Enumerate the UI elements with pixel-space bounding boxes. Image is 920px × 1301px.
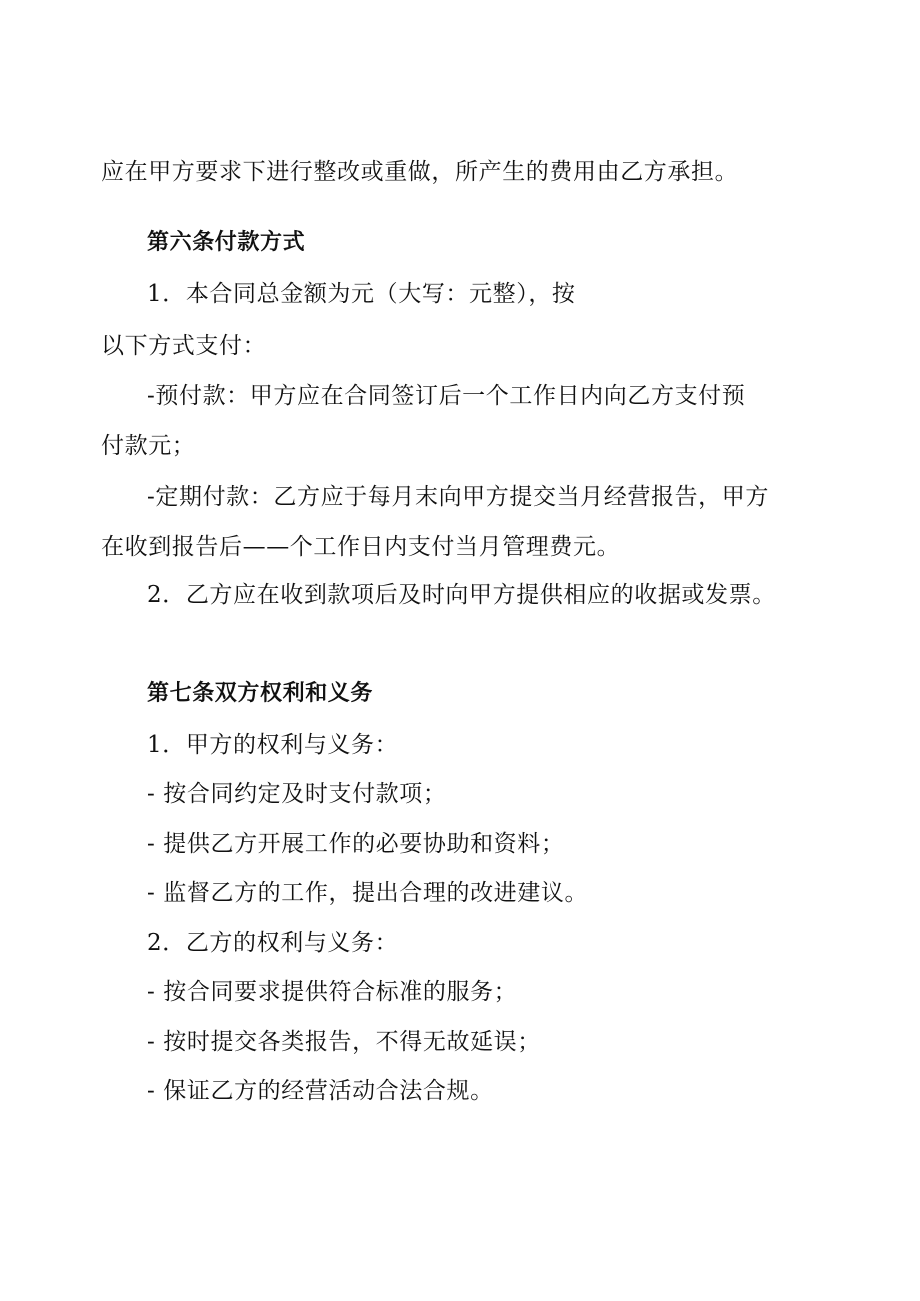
advance-payment-line-1: -预付款：甲方应在合同签订后一个工作日内向乙方支付预 <box>147 383 746 409</box>
party-b-item: - 按合同要求提供符合标准的服务； <box>147 979 518 1005</box>
periodic-payment-line-2: 在收到报告后——个工作日内支付当月管理费元。 <box>101 534 621 560</box>
article-7-heading: 第七条双方权利和义务 <box>147 681 374 706</box>
periodic-payment-line-1: -定期付款：乙方应于每月末向甲方提交当月经营报告，甲方 <box>147 484 769 510</box>
article-6-item-2: 2．乙方应在收到款项后及时向甲方提供相应的收据或发票。 <box>147 582 776 608</box>
article-6-item-1-line-1: 1．本合同总金额为元（大写：元整），按 <box>147 281 576 307</box>
party-a-item: - 提供乙方开展工作的必要协助和资料； <box>147 831 565 857</box>
party-b-item: - 按时提交各类报告，不得无故延误； <box>147 1029 541 1055</box>
continuation-text: 应在甲方要求下进行整改或重做，所产生的费用由乙方承担。 <box>101 159 739 185</box>
article-6-heading: 第六条付款方式 <box>147 230 306 255</box>
party-b-title: 2．乙方的权利与义务： <box>147 930 399 956</box>
party-a-title: 1．甲方的权利与义务： <box>147 732 399 758</box>
party-a-item: - 按合同约定及时支付款项； <box>147 781 447 807</box>
advance-payment-line-2: 付款元； <box>101 433 196 459</box>
party-a-item: - 监督乙方的工作，提出合理的改进建议。 <box>147 880 589 906</box>
article-6-item-1-line-2: 以下方式支付： <box>101 333 267 359</box>
party-b-item: - 保证乙方的经营活动合法合规。 <box>147 1078 494 1104</box>
